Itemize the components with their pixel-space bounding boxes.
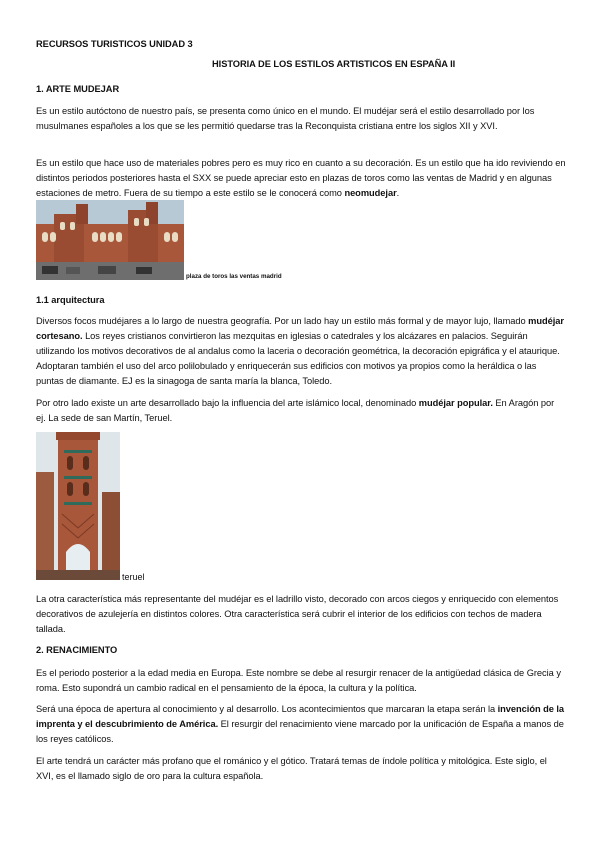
section-1-1-paragraph-1: Diversos focos mudéjares a lo largo de nuestra geografía. Por un lado hay un estilo más formal y de mayor lujo, llamado mudéjar cortesano. Los reyes cristianos convirtieron las mezquitas en iglesias o catedrales y los alcázares en palacios. Seguirán utilizando los motivos decorativos de al andalus como la laceria o decoración geométrica, la decoración epigráfica y el ataurique. Adoptaran también el uso del arco polilobulado y enriquecerán sus edificios con motivos ya propios como la heráldica o las puntas de diamante. EJ es la sinagoga de santa maría la blanca, Toledo. [36,316,564,386]
section-2-paragraph-3: El arte tendrá un carácter más profano que el románico y el gótico. Tratará temas de índole política y mitológica. Este siglo, el XVI, es el llamado siglo de oro para la cultura española. [36,756,547,781]
section-1-1-heading: 1.1 arquitectura [36,295,105,305]
bullring-caption: plaza de toros las ventas madrid [186,273,282,280]
section-1-paragraph-2: Es un estilo que hace uso de materiales pobres pero es muy rico en cuanto a su decoración. Es un estilo que ha ido reviviendo en distintos periodos posteriores hasta el SXX se puede apreciar esto en plazas de toros como las ventas de Madrid y en algunas estaciones de metro. Fuera de su tiempo a este estilo se le conocerá como neomudejar. [36,158,566,198]
section-2-paragraph-1: Es el periodo posterior a la edad media en Europa. Este nombre se debe al resurgir renacer de la antigüedad clásica de Grecia y roma. Esto supondrá un cambio radical en el pensamiento de la época, la cultura y la política. [36,668,561,693]
section-2-heading: 2. RENACIMIENTO [36,645,118,655]
page-title: HISTORIA DE LOS ESTILOS ARTISTICOS EN ESPAÑA II [212,59,456,69]
teruel-tower-photo [36,432,120,580]
teruel-caption: teruel [122,572,145,582]
section-2-paragraph-2: Será una época de apertura al conocimiento y al desarrollo. Los acontecimientos que marcaran la etapa serán la invención de la imprenta y el descubrimiento de América. El resurgir del renacimiento viene marcado por la unificación de España a manos de los reyes católicos. [36,704,565,744]
section-1-1-paragraph-2: Por otro lado existe un arte desarrollado bajo la influencia del arte islámico local, denominado mudéjar popular. En Aragón por ej. La sede de san Martín, Teruel. [36,398,555,423]
bullring-photo [36,200,184,280]
section-1-heading: 1. ARTE MUDEJAR [36,84,120,94]
section-1-1-paragraph-3: La otra característica más representante del mudéjar es el ladrillo visto, decorado con arcos ciegos y enriquecido con elementos decorativos de azulejería en distintos colores. Otra característica será cubrir el interior de los edificios con techos de madera tallada. [36,594,559,634]
course-title: RECURSOS TURISTICOS UNIDAD 3 [36,39,193,49]
section-1-paragraph-1: Es un estilo autóctono de nuestro país, se presenta como único en el mundo. El mudéjar será el estilo desarrollado por los musulmanes españoles a los que se les permitió quedarse tras la Reconquista cristiana entre los siglos XII y XVI. [36,106,535,131]
